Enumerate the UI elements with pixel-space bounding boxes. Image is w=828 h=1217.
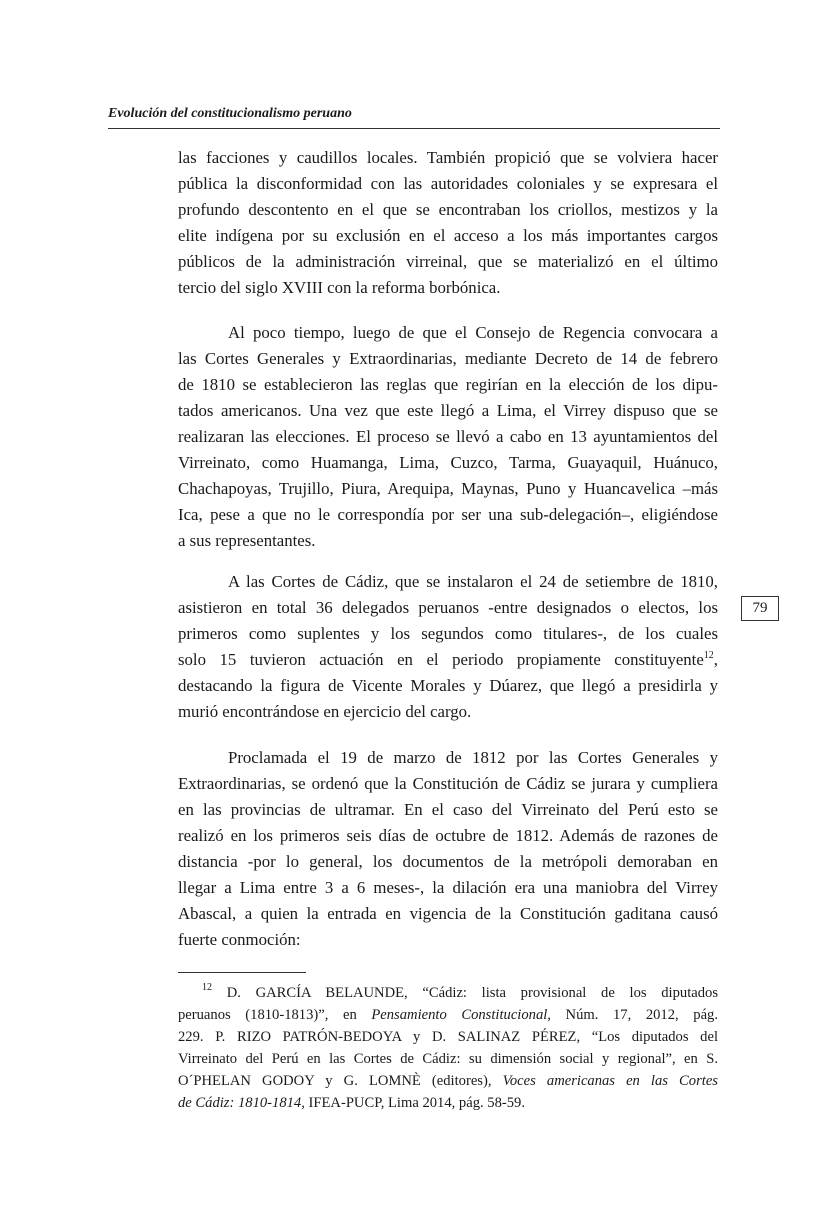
italic-text: de Cádiz: 1810-1814	[178, 1095, 302, 1111]
text-segment: ,	[713, 650, 718, 669]
text-line: primeros como suplentes y los segundos como titulares-, de los cuales	[178, 624, 718, 643]
header-rule	[108, 128, 720, 129]
text-line: profundo descontento en el que se encontraban los criollos, mestizos y la	[178, 200, 718, 219]
running-header-title: Evolución del constitucionalismo peruano	[108, 106, 352, 121]
text-line: 229. P. RIZO PATRÓN-BEDOYA y D. SALINAZ PÉREZ, “Los diputados del	[178, 1029, 718, 1045]
text-line: Virreinato del Perú en las Cortes de Cádiz: su dimensión social y regional”, en S.	[178, 1051, 718, 1067]
text-line: Al poco tiempo, luego de que el Consejo de Regencia convocara a	[228, 323, 718, 342]
text-line: murió encontrándose en ejercicio del cargo.	[178, 702, 472, 721]
text-line	[178, 982, 718, 1004]
text-line: asistieron en total 36 delegados peruanos -entre designados o electos, los	[178, 598, 718, 617]
text-line: Extraordinarias, se ordenó que la Constitución de Cádiz se jurara y cumpliera	[178, 774, 718, 793]
text-line: Chachapoyas, Trujillo, Piura, Arequipa, Maynas, Puno y Huancavelica –más	[178, 479, 718, 498]
text-line	[178, 647, 718, 673]
text-line	[178, 1004, 718, 1026]
text-line: destacando la figura de Vicente Morales y Dúarez, que llegó a presidirla y	[178, 676, 718, 695]
text-line: tados americanos. Una vez que este llegó a Lima, el Virrey dispuso que se	[178, 401, 718, 420]
text-line	[178, 1092, 718, 1114]
italic-text: Voces americanas en las Cortes	[502, 1073, 718, 1089]
text-line: fuerte conmoción:	[178, 930, 301, 949]
text-line: públicos de la administración virreinal, que se materializó en el último	[178, 252, 718, 271]
footnote-marker: 12	[703, 650, 714, 661]
text-segment: D. GARCÍA BELAUNDE, “Cádiz: lista provisional de los diputados	[212, 985, 718, 1001]
text-line: de 1810 se establecieron las reglas que regirían en la elección de los dipu-	[178, 375, 718, 394]
text-line	[178, 1070, 718, 1092]
text-segment: , Núm. 17, 2012, pág.	[547, 1007, 718, 1023]
text-line: elite indígena por su exclusión en el acceso a los más importantes cargos	[178, 226, 718, 245]
text-line: A las Cortes de Cádiz, que se instalaron el 24 de setiembre de 1810,	[228, 572, 718, 591]
paragraph-3	[178, 569, 718, 725]
text-segment: O´PHELAN GODOY y G. LOMNÈ (editores),	[178, 1073, 503, 1089]
text-segment: solo 15 tuvieron actuación en el periodo propiamente constituyente	[178, 650, 704, 669]
text-line: las facciones y caudillos locales. También propició que se volviera hacer	[178, 148, 718, 167]
footnote-marker: 12	[202, 982, 212, 993]
page-number: 79	[741, 596, 779, 621]
text-line: tercio del siglo XVIII con la reforma borbónica.	[178, 278, 501, 297]
text-line: llegar a Lima entre 3 a 6 meses-, la dilación era una maniobra del Virrey	[178, 878, 718, 897]
text-segment: , IFEA-PUCP, Lima 2014, pág. 58-59.	[301, 1095, 525, 1111]
paragraph-2	[178, 320, 718, 554]
paragraph-4	[178, 745, 718, 953]
text-line: Ica, pese a que no le correspondía por ser una sub-delegación–, eligiéndose	[178, 505, 718, 524]
paragraph-1	[178, 145, 718, 301]
text-line: a sus representantes.	[178, 531, 316, 550]
text-line: pública la disconformidad con las autoridades coloniales y se expresara el	[178, 174, 718, 193]
text-line: distancia -por lo general, los documentos de la metrópoli demoraban en	[178, 852, 718, 871]
text-line: en las provincias de ultramar. En el caso del Virreinato del Perú esto se	[178, 800, 718, 819]
footnote-rule	[178, 972, 306, 973]
text-line: las Cortes Generales y Extraordinarias, mediante Decreto de 14 de febrero	[178, 349, 718, 368]
text-line: realizaran las elecciones. El proceso se llevó a cabo en 13 ayuntamientos del	[178, 427, 718, 446]
text-line: realizó en los primeros seis días de octubre de 1812. Además de razones de	[178, 826, 718, 845]
italic-text: Pensamiento Constitucional	[371, 1007, 548, 1023]
text-line: Virreinato, como Huamanga, Lima, Cuzco, Tarma, Guayaquil, Huánuco,	[178, 453, 718, 472]
text-line: Abascal, a quien la entrada en vigencia de la Constitución gaditana causó	[178, 904, 718, 923]
text-line: Proclamada el 19 de marzo de 1812 por las Cortes Generales y	[228, 748, 718, 767]
text-segment: peruanos (1810-1813)”, en	[178, 1007, 372, 1023]
footnote-12	[178, 982, 718, 1114]
